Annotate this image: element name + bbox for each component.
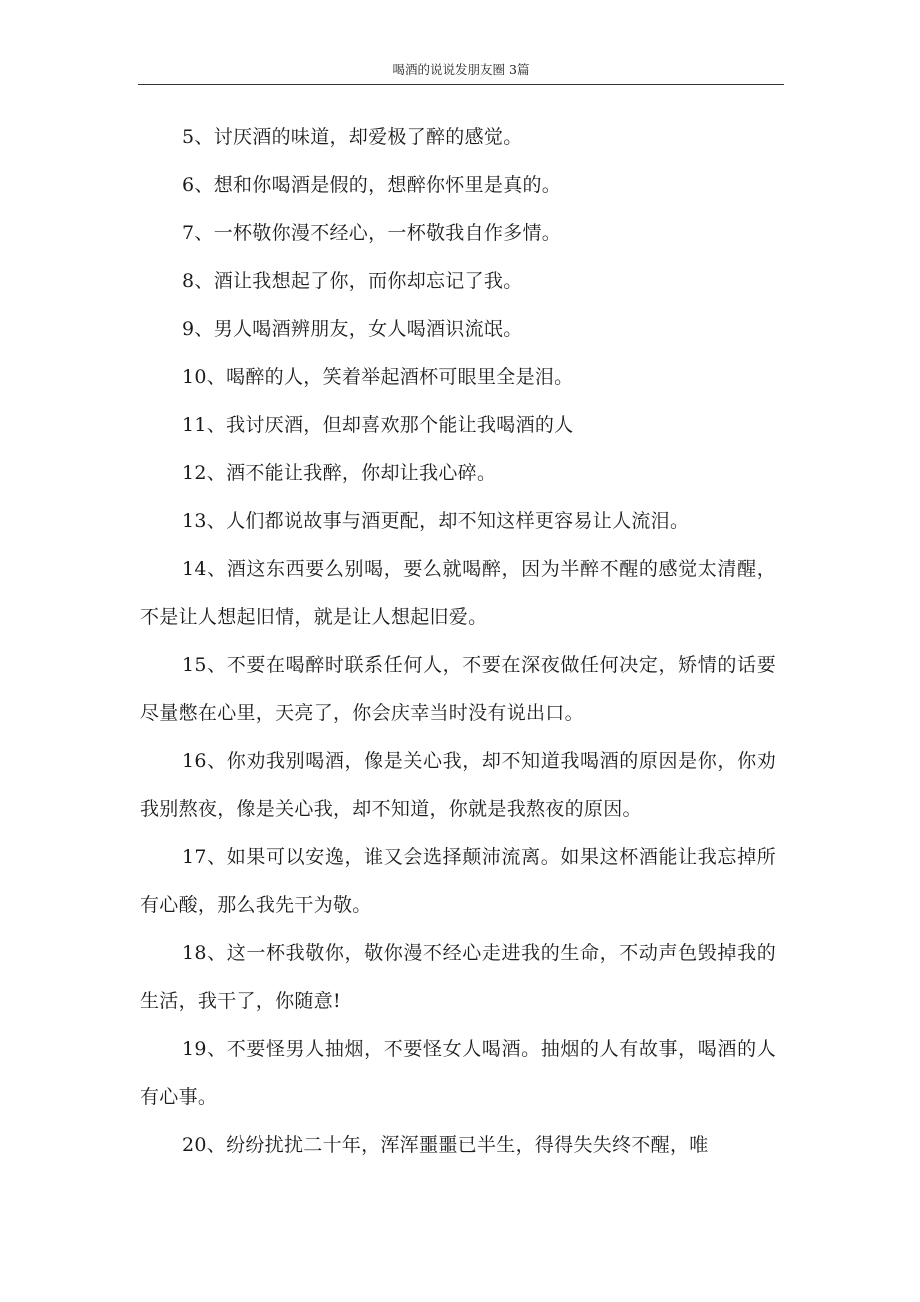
paragraph-11: 11、我讨厌酒，但却喜欢那个能让我喝酒的人 <box>182 414 574 436</box>
paragraph-12: 12、酒不能让我醉，你却让我心碎。 <box>182 462 497 484</box>
paragraph-19: 19、不要怪男人抽烟，不要怪女人喝酒。抽烟的人有故事，喝酒的人有心事。 <box>140 1038 776 1108</box>
paragraph-8: 8、酒让我想起了你，而你却忘记了我。 <box>182 270 523 292</box>
paragraph-7: 7、一杯敬你漫不经心，一杯敬我自作多情。 <box>182 222 562 244</box>
paragraph-18: 18、这一杯我敬你，敬你漫不经心走进我的生命，不动声色毁掉我的生活，我干了，你随意! <box>140 942 776 1012</box>
page-header-title: 喝酒的说说发朋友圈 3篇 <box>392 62 530 77</box>
paragraph-17: 17、如果可以安逸，谁又会选择颠沛流离。如果这杯酒能让我忘掉所有心酸，那么我先干为敬。 <box>140 846 776 916</box>
paragraph-16: 16、你劝我别喝酒，像是关心我，却不知道我喝酒的原因是你，你劝我别熬夜，像是关心我，却不知道，你就是我熬夜的原因。 <box>140 750 776 820</box>
document-body <box>140 113 776 1169</box>
header-divider <box>138 84 784 85</box>
paragraph-13: 13、人们都说故事与酒更配，却不知这样更容易让人流泪。 <box>182 510 690 532</box>
paragraph-20: 20、纷纷扰扰二十年，浑浑噩噩已半生，得得失失终不醒，唯 <box>182 1134 709 1156</box>
paragraph-6: 6、想和你喝酒是假的，想醉你怀里是真的。 <box>182 174 562 196</box>
paragraph-9: 9、男人喝酒辨朋友，女人喝酒识流氓。 <box>182 318 523 340</box>
paragraph-15: 15、不要在喝醉时联系任何人，不要在深夜做任何决定，矫情的话要尽量憋在心里，天亮了，你会庆幸当时没有说出口。 <box>140 654 776 724</box>
paragraph-14: 14、酒这东西要么别喝，要么就喝醉，因为半醉不醒的感觉太清醒，不是让人想起旧情，就是让人想起旧爱。 <box>140 558 776 628</box>
paragraph-5: 5、讨厌酒的味道，却爱极了醉的感觉。 <box>182 126 523 148</box>
paragraph-10: 10、喝醉的人，笑着举起酒杯可眼里全是泪。 <box>182 366 574 388</box>
